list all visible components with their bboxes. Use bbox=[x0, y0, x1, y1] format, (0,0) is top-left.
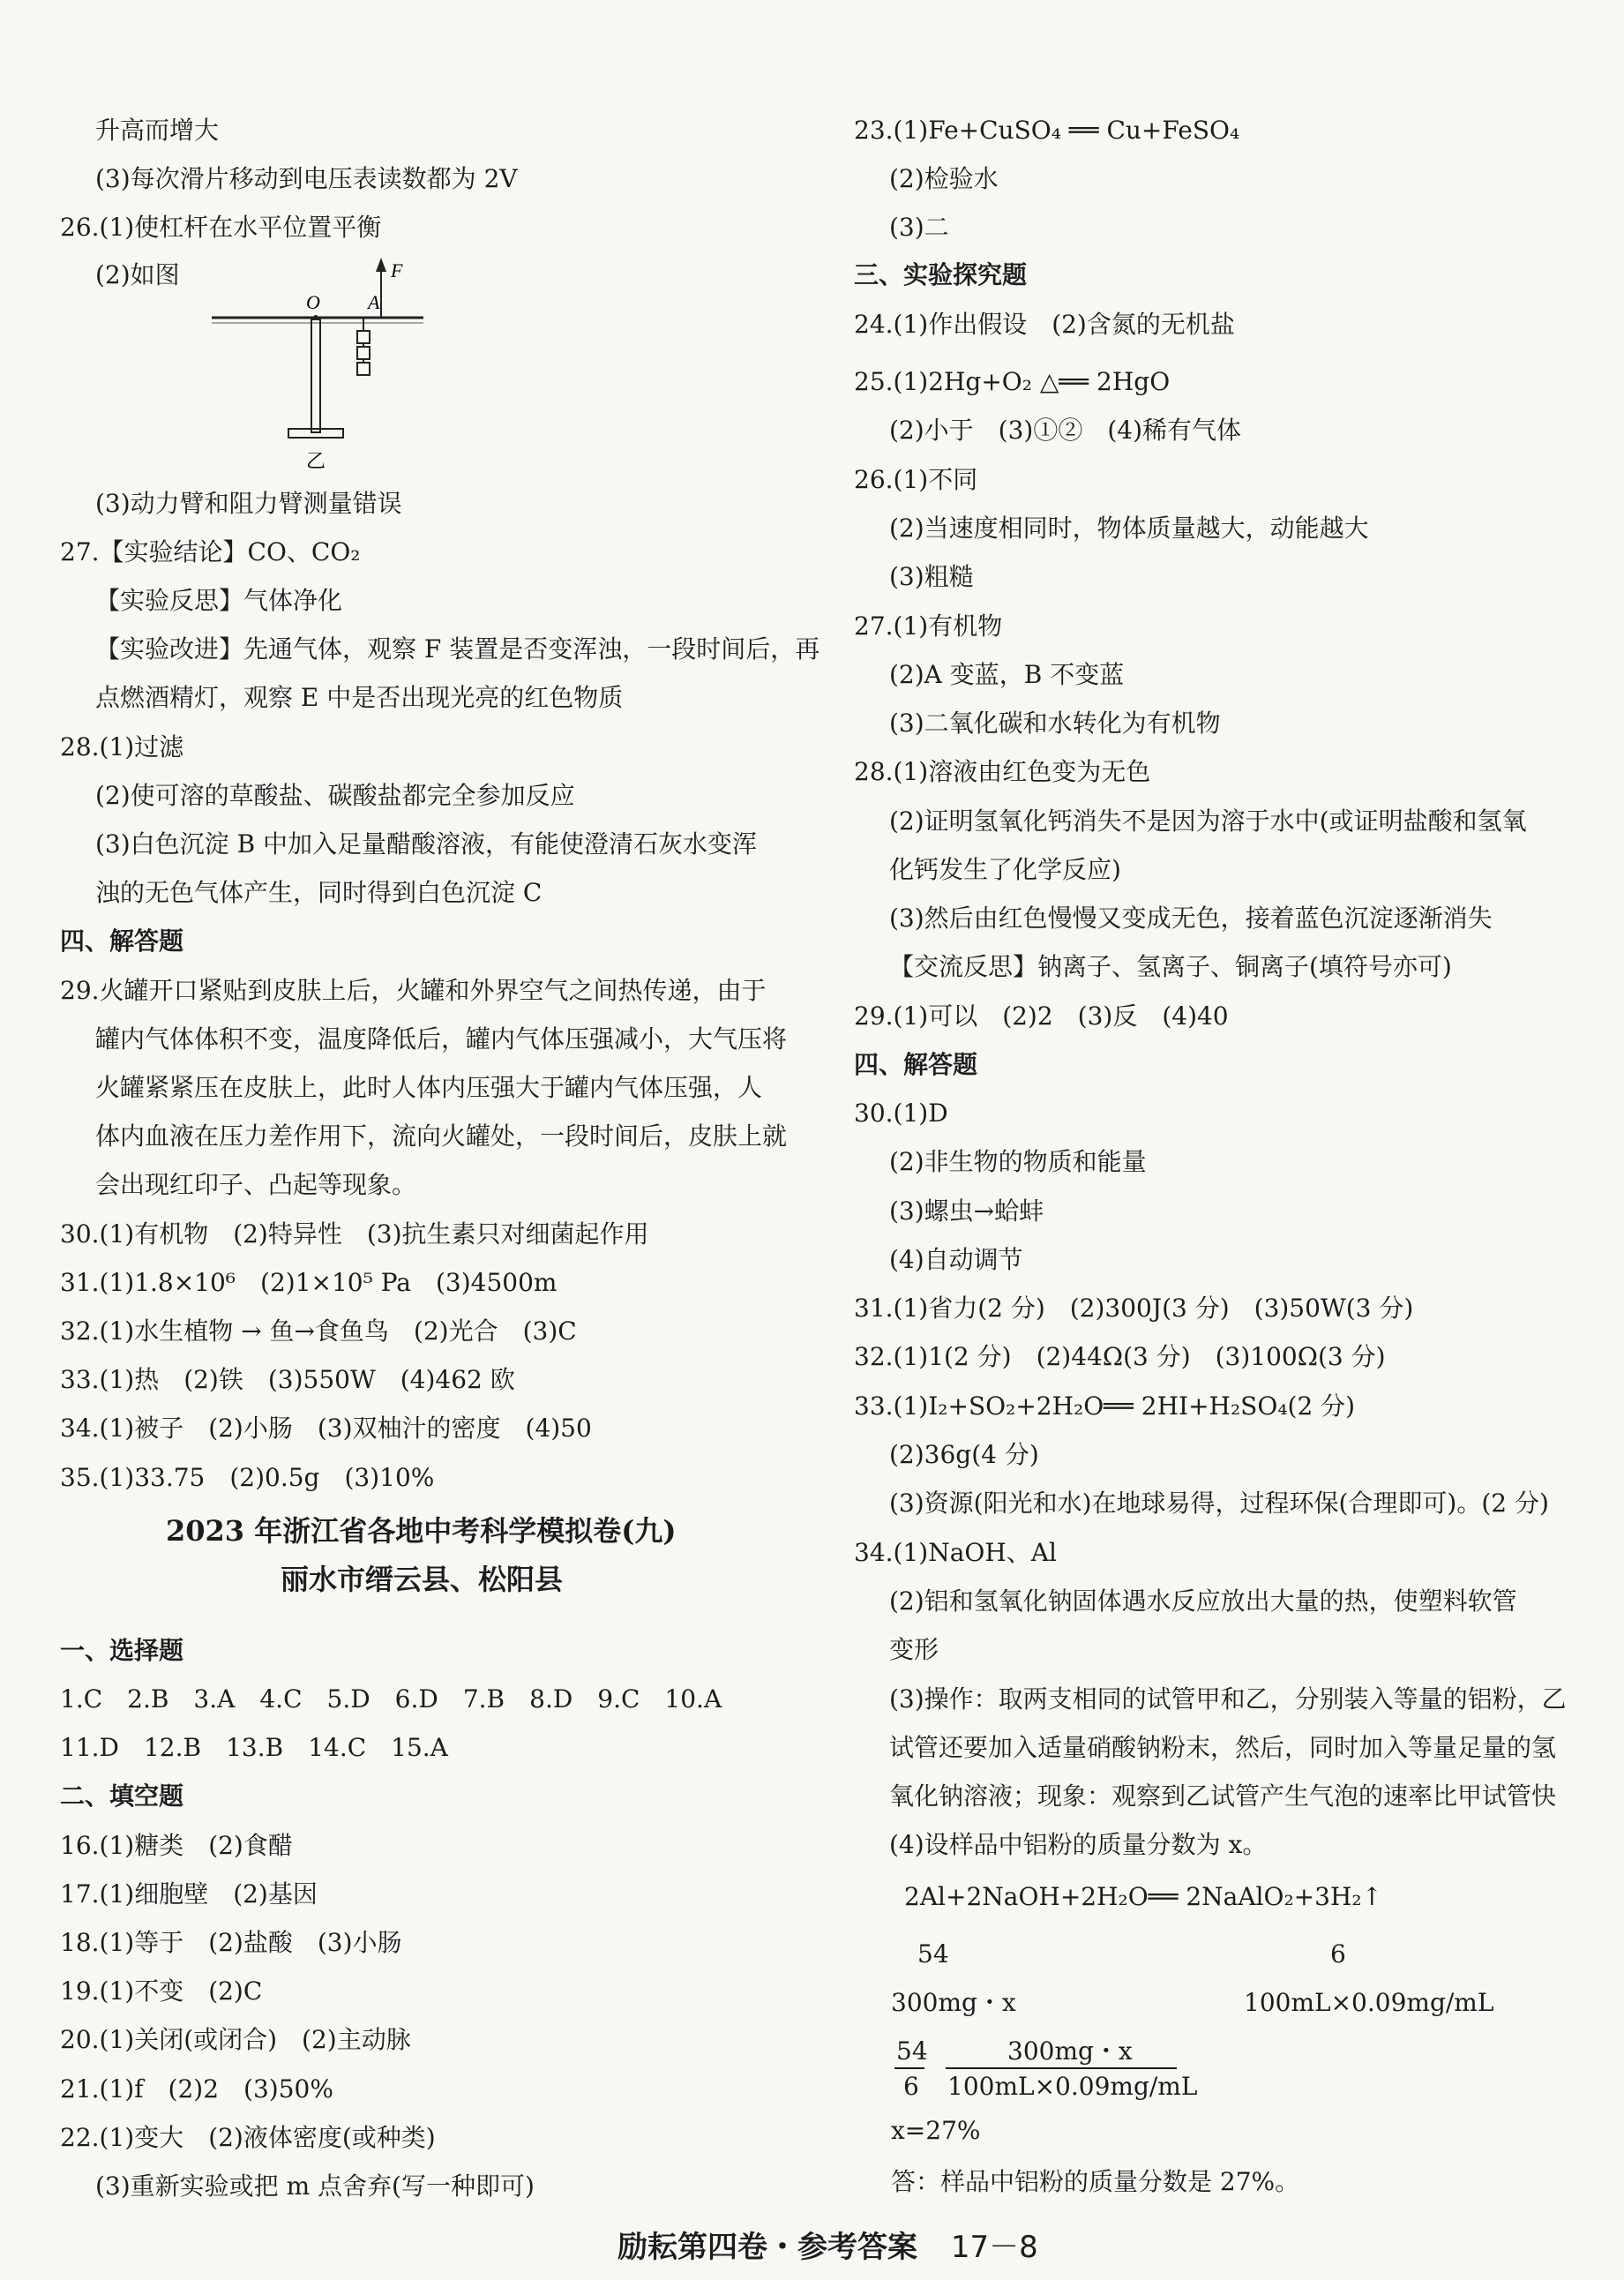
text-line: 25.(1)2Hg+O₂ △══ 2HgO bbox=[854, 367, 1171, 396]
fraction-bar-left bbox=[894, 2067, 924, 2069]
text-line: 27.【实验结论】CO、CO₂ bbox=[60, 537, 361, 566]
text-line: 11.D 12.B 13.B 14.C 15.A bbox=[60, 1733, 448, 1762]
text-line: 四、解答题 bbox=[854, 1050, 978, 1079]
label-o: O bbox=[306, 291, 320, 313]
force-arrow-head bbox=[376, 258, 386, 272]
text-line: 四、解答题 bbox=[60, 926, 184, 956]
text-line: (2)铝和氢氧化钠固体遇水反应放出大量的热，使塑料软管 bbox=[889, 1586, 1517, 1616]
text-line: (3)每次滑片移动到电压表读数都为 2V bbox=[95, 164, 518, 193]
text-line: 26.(1)不同 bbox=[854, 465, 978, 494]
footer-brand: 励耘第四卷・参考答案 bbox=[617, 2230, 917, 2265]
label-a: A bbox=[368, 291, 380, 313]
text-line: 28.(1)溶液由红色变为无色 bbox=[854, 757, 1151, 786]
text-line: 33.(1)I₂+SO₂+2H₂O══ 2HI+H₂SO₄(2 分) bbox=[854, 1391, 1356, 1421]
label-f: F bbox=[391, 259, 403, 281]
text-line: 化钙发生了化学反应) bbox=[889, 855, 1121, 884]
text-line: (2)A 变蓝，B 不变蓝 bbox=[889, 660, 1125, 689]
text-line: (3)二氧化碳和水转化为有机物 bbox=[889, 709, 1221, 738]
text-line: 【交流反思】钠离子、氢离子、铜离子(填符号亦可) bbox=[889, 952, 1452, 981]
text-line: 300mg・x bbox=[1007, 2036, 1133, 2066]
text-line: (2)小于 (3)①② (4)稀有气体 bbox=[889, 416, 1241, 445]
text-line: 2Al+2NaOH+2H₂O══ 2NaAlO₂+3H₂↑ bbox=[904, 1882, 1383, 1911]
text-line: 三、实验探究题 bbox=[854, 260, 1028, 289]
text-line: (3)白色沉淀 B 中加入足量醋酸溶液，有能使澄清石灰水变浑 bbox=[95, 829, 758, 859]
text-line: 32.(1)水生植物 → 鱼→食鱼鸟 (2)光合 (3)C bbox=[60, 1316, 577, 1346]
text-line: 试管还要加入适量硝酸钠粉末，然后，同时加入等量足量的氢 bbox=[889, 1733, 1557, 1762]
text-line: 22.(1)变大 (2)液体密度(或种类) bbox=[60, 2123, 436, 2152]
text-line: 氧化钠溶液；现象：观察到乙试管产生气泡的速率比甲试管快 bbox=[889, 1781, 1557, 1811]
text-line: x=27% bbox=[891, 2116, 981, 2145]
page-footer bbox=[617, 2228, 1038, 2267]
text-line: (2)检验水 bbox=[889, 164, 999, 193]
text-line: 31.(1)省力(2 分) (2)300J(3 分) (3)50W(3 分) bbox=[854, 1294, 1414, 1323]
text-line: 浊的无色气体产生，同时得到白色沉淀 C bbox=[95, 878, 543, 907]
text-line: (3)资源(阳光和水)在地球易得，过程环保(合理即可)。(2 分) bbox=[889, 1489, 1549, 1518]
text-line: (2)证明氢氧化钙消失不是因为溶于水中(或证明盐酸和氢氧 bbox=[889, 806, 1527, 836]
text-line: 丽水市缙云县、松阳县 bbox=[281, 1563, 564, 1596]
text-line: 罐内气体体积不变，温度降低后，罐内气体压强减小，大气压将 bbox=[95, 1024, 788, 1054]
footer-page-number: 17－8 bbox=[950, 2230, 1038, 2265]
text-line: (3)重新实验或把 m 点舍弃(写一种即可) bbox=[95, 2171, 535, 2201]
pivot-point bbox=[313, 315, 318, 320]
text-line: (3)二 bbox=[889, 213, 949, 242]
text-line: 2023 年浙江省各地中考科学模拟卷(九) bbox=[166, 1514, 677, 1548]
text-line: 29.(1)可以 (2)2 (3)反 (4)40 bbox=[854, 1001, 1229, 1031]
text-line: (2)如图 bbox=[95, 260, 180, 289]
text-line: 31.(1)1.8×10⁶ (2)1×10⁵ Pa (3)4500m bbox=[60, 1268, 558, 1297]
text-line: 20.(1)关闭(或闭合) (2)主动脉 bbox=[60, 2025, 411, 2054]
text-line: 34.(1)被子 (2)小肠 (3)双柚汁的密度 (4)50 bbox=[60, 1414, 592, 1443]
text-line: 【实验反思】气体净化 bbox=[95, 586, 343, 615]
lever-diagram bbox=[207, 256, 437, 472]
text-line: 点燃酒精灯，观察 E 中是否出现光亮的红色物质 bbox=[95, 683, 624, 712]
fraction-bar-right bbox=[946, 2067, 1177, 2069]
text-line: 答：样品中铝粉的质量分数是 27%。 bbox=[891, 2167, 1300, 2196]
text-line: 30.(1)D bbox=[854, 1099, 948, 1128]
figure-caption: 乙 bbox=[306, 451, 326, 472]
text-line: 27.(1)有机物 bbox=[854, 611, 1003, 641]
text-line: 30.(1)有机物 (2)特异性 (3)抗生素只对细菌起作用 bbox=[60, 1219, 649, 1249]
text-line: (3)然后由红色慢慢又变成无色，接着蓝色沉淀逐渐消失 bbox=[889, 904, 1493, 933]
text-line: 6 bbox=[903, 2072, 919, 2101]
text-line: 29.火罐开口紧贴到皮肤上后，火罐和外界空气之间热传递，由于 bbox=[60, 976, 767, 1005]
text-line: 300mg・x bbox=[891, 1988, 1016, 2017]
text-line: 26.(1)使杠杆在水平位置平衡 bbox=[60, 213, 382, 242]
lever-stand-post bbox=[311, 319, 320, 432]
text-line: 【实验改进】先通气体，观察 F 装置是否变浑浊，一段时间后，再 bbox=[95, 634, 820, 664]
text-line: (4)自动调节 bbox=[889, 1245, 1023, 1274]
text-line: 二、填空题 bbox=[60, 1781, 184, 1811]
text-line: 54 bbox=[917, 1939, 949, 1969]
text-line: (2)使可溶的草酸盐、碳酸盐都完全参加反应 bbox=[95, 781, 575, 810]
text-line: (3)操作：取两支相同的试管甲和乙，分别装入等量的铝粉，乙 bbox=[889, 1684, 1567, 1714]
text-line: (3)动力臂和阻力臂测量错误 bbox=[95, 489, 402, 518]
text-line: 35.(1)33.75 (2)0.5g (3)10% bbox=[60, 1463, 435, 1492]
text-line: 1.C 2.B 3.A 4.C 5.D 6.D 7.B 8.D 9.C 10.A bbox=[60, 1684, 722, 1714]
text-line: 6 bbox=[1330, 1939, 1346, 1969]
text-line: 32.(1)1(2 分) (2)44Ω(3 分) (3)100Ω(3 分) bbox=[854, 1342, 1386, 1371]
text-line: 一、选择题 bbox=[60, 1636, 184, 1665]
text-line: 16.(1)糖类 (2)食醋 bbox=[60, 1831, 293, 1860]
text-line: 变形 bbox=[889, 1635, 939, 1664]
text-line: 33.(1)热 (2)铁 (3)550W (4)462 欧 bbox=[60, 1365, 515, 1394]
text-line: 54 bbox=[896, 2036, 928, 2066]
text-line: 19.(1)不变 (2)C bbox=[60, 1976, 263, 2006]
text-line: 34.(1)NaOH、Al bbox=[854, 1538, 1057, 1567]
weight-3 bbox=[357, 363, 370, 375]
text-line: (2)36g(4 分) bbox=[889, 1440, 1039, 1469]
text-line: (4)设样品中铝粉的质量分数为 x。 bbox=[889, 1830, 1268, 1859]
text-line: 21.(1)f (2)2 (3)50% bbox=[60, 2074, 333, 2104]
text-line: 28.(1)过滤 bbox=[60, 732, 184, 761]
weight-1 bbox=[357, 331, 370, 343]
text-line: 23.(1)Fe+CuSO₄ ══ Cu+FeSO₄ bbox=[854, 116, 1240, 145]
text-line: (2)当速度相同时，物体质量越大，动能越大 bbox=[889, 514, 1369, 543]
text-line: 会出现红印子、凸起等现象。 bbox=[95, 1170, 417, 1199]
text-line: (3)粗糙 bbox=[889, 562, 974, 591]
text-line: 24.(1)作出假设 (2)含氮的无机盐 bbox=[854, 310, 1235, 339]
text-line: 17.(1)细胞壁 (2)基因 bbox=[60, 1879, 318, 1909]
text-line: 100mL×0.09mg/mL bbox=[1244, 1988, 1494, 2017]
weight-2 bbox=[357, 347, 370, 359]
text-line: 火罐紧紧压在皮肤上，此时人体内压强大于罐内气体压强，人 bbox=[95, 1073, 763, 1102]
text-line: (2)非生物的物质和能量 bbox=[889, 1147, 1147, 1176]
text-line: 升高而增大 bbox=[95, 116, 220, 145]
text-line: 体内血液在压力差作用下，流向火罐处，一段时间后，皮肤上就 bbox=[95, 1121, 788, 1151]
text-line: (3)螺虫→蛤蚌 bbox=[889, 1196, 1044, 1226]
text-line: 18.(1)等于 (2)盐酸 (3)小肠 bbox=[60, 1928, 402, 1957]
text-line: 100mL×0.09mg/mL bbox=[947, 2072, 1198, 2101]
